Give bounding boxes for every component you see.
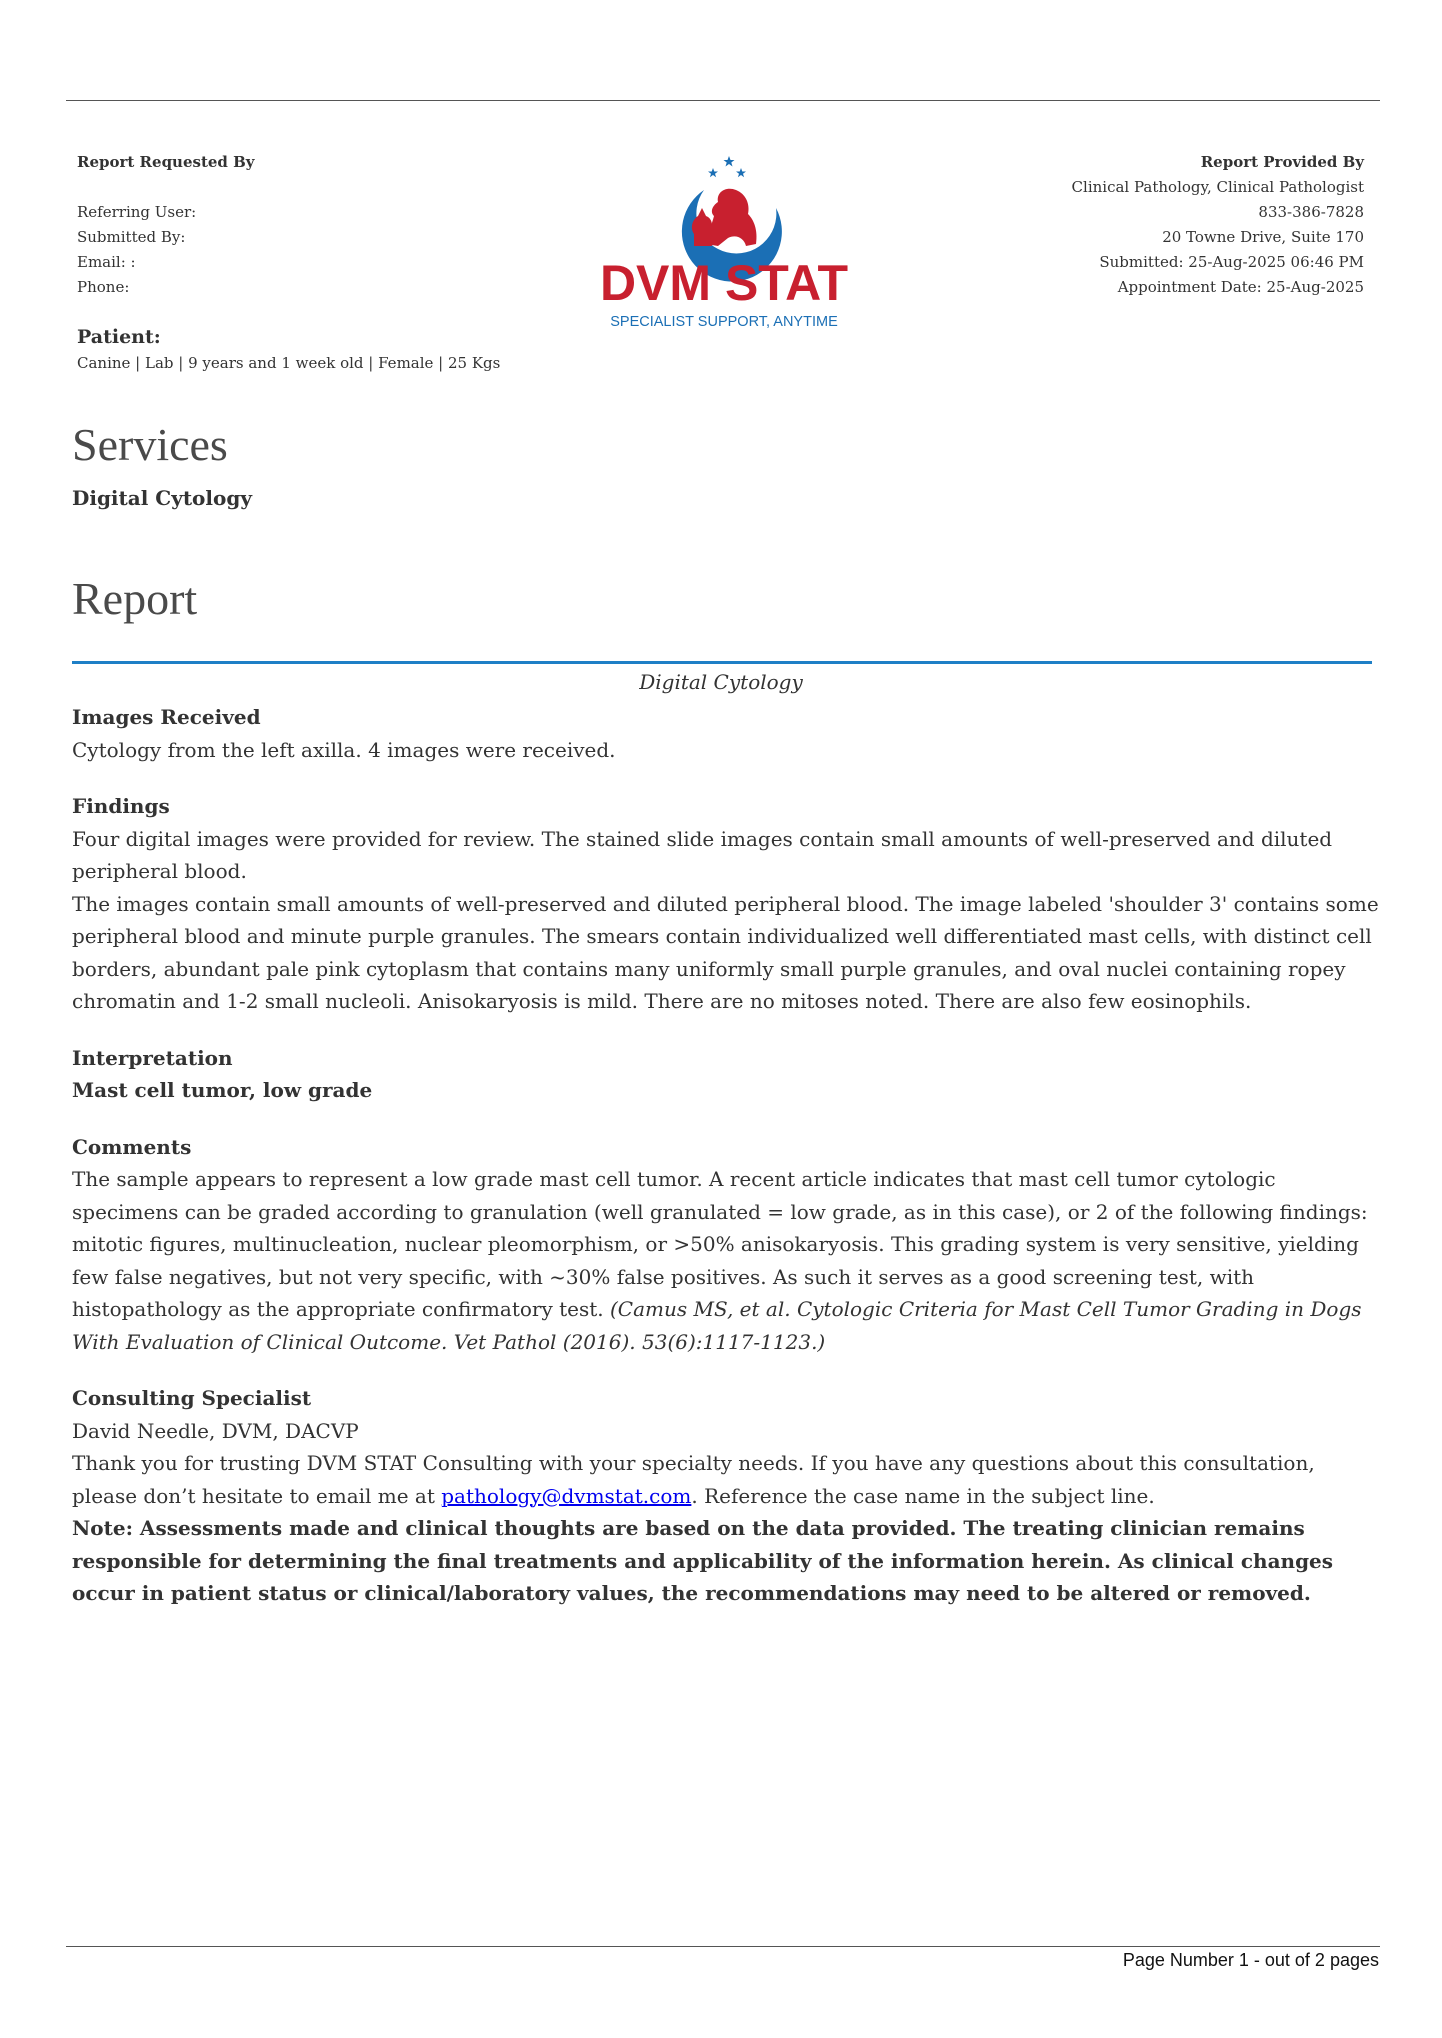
email-link[interactable]: pathology@dvmstat.com	[441, 1483, 692, 1508]
services-title: Services	[72, 419, 228, 470]
star-icon	[724, 156, 735, 167]
findings-heading: Findings	[72, 794, 170, 818]
star-icon	[708, 168, 718, 177]
dvm-stat-logo	[586, 150, 862, 340]
thanks-pre: Thank you for trusting DVM STAT Consulting with your specialty needs. If you have any questions about this consultation, please don’t hesitate to email me at	[72, 1451, 1315, 1508]
patient-block	[77, 326, 500, 372]
consulting-heading: Consulting Specialist	[72, 1386, 312, 1410]
logo-graphic	[586, 150, 862, 340]
comments-citation: (Camus MS, et al. Cytologic Criteria for Mast Cell Tumor Grading in Dogs With Evaluation of Clinical Outcome. Vet Pathol (2016). 53(6):1117-1123.)	[72, 1297, 1362, 1354]
images-received-heading: Images Received	[72, 705, 261, 729]
patient-label: Patient:	[77, 326, 161, 348]
services-item: Digital Cytology	[72, 486, 252, 510]
provider-phone: 833-386-7828	[1258, 203, 1364, 221]
provider-address: 20 Towne Drive, Suite 170	[1162, 228, 1364, 246]
specialist-name: David Needle, DVM, DACVP	[72, 1418, 359, 1443]
star-icon	[736, 168, 746, 177]
submitted-by: Submitted By:	[77, 228, 186, 246]
email: Email: :	[77, 253, 136, 271]
disclaimer-note: Note: Assessments made and clinical thoughts are based on the data provided. The treating clinician remains responsible for determining the final treatments and applicability of the information herein. As clinical changes occur in patient status or clinical/laboratory values, the recommendations may need to be altered or removed.	[72, 1516, 1334, 1605]
thanks-post: . Reference the case name in the subject line.	[691, 1483, 1155, 1508]
report-requested-by	[77, 150, 255, 300]
dog-icon	[706, 189, 757, 246]
logo-tagline: SPECIALIST SUPPORT, ANYTIME	[610, 314, 838, 330]
report-title: Report	[72, 573, 198, 624]
interpretation-text: Mast cell tumor, low grade	[72, 1078, 373, 1102]
bottom-rule	[66, 1946, 1380, 1947]
comments-body: The sample appears to represent a low grade mast cell tumor. A recent article indicates that mast cell tumor cytologic specimens can be graded according to granulation (well granulated = low grade, as in this case), or 2 of the following findings: mitotic figures, multinucleation, nuclear pleomorphism, or >50% anisokaryosis. This grading system is very sensitive, yielding few false negatives, but not very specific, with ~30% false positives. As such it serves as a good screening test, with histopathology as the appropriate confirmatory test.	[72, 1167, 1368, 1321]
provider: Clinical Pathology, Clinical Pathologist	[1071, 178, 1364, 196]
findings-paragraph-1: Four digital images were provided for review. The stained slide images contain small amounts of well-preserved and diluted peripheral blood.	[72, 826, 1333, 883]
top-rule	[66, 100, 1380, 101]
logo-name: DVM STAT	[599, 255, 849, 311]
report-divider	[72, 661, 1372, 664]
interpretation-heading: Interpretation	[72, 1045, 233, 1070]
report-provided-by	[1072, 150, 1364, 300]
thanks-text	[72, 1447, 1380, 1512]
requested-by-title: Report Requested By	[77, 153, 255, 171]
comments-heading: Comments	[72, 1134, 192, 1159]
images-received-text: Cytology from the left axilla. 4 images were received.	[72, 737, 616, 762]
provided-by-title: Report Provided By	[1200, 153, 1364, 171]
report-subtitle: Digital Cytology	[639, 670, 803, 694]
comments-text	[72, 1163, 1380, 1358]
report-body	[72, 701, 1380, 1610]
page-number: Page Number 1 - out of 2 pages	[1122, 1950, 1379, 1970]
appointment-date: Appointment Date: 25-Aug-2025	[1117, 278, 1364, 296]
referring-user: Referring User:	[77, 203, 197, 221]
phone: Phone:	[77, 278, 130, 296]
patient-info: Canine | Lab | 9 years and 1 week old | Female | 25 Kgs	[77, 354, 501, 372]
submitted-date: Submitted: 25-Aug-2025 06:46 PM	[1099, 253, 1364, 271]
findings-paragraph-2: The images contain small amounts of well-preserved and diluted peripheral blood. The image labeled 'shoulder 3' contains some peripheral blood and minute purple granules. The smears contain individualized well differentiated mast cells, with distinct cell borders, abundant pale pink cytoplasm that contains many uniformly small purple granules, and oval nuclei containing ropey chromatin and 1-2 small nucleoli. Anisokaryosis is mild. There are no mitoses noted. There are also few eosinophils.	[72, 891, 1379, 1013]
